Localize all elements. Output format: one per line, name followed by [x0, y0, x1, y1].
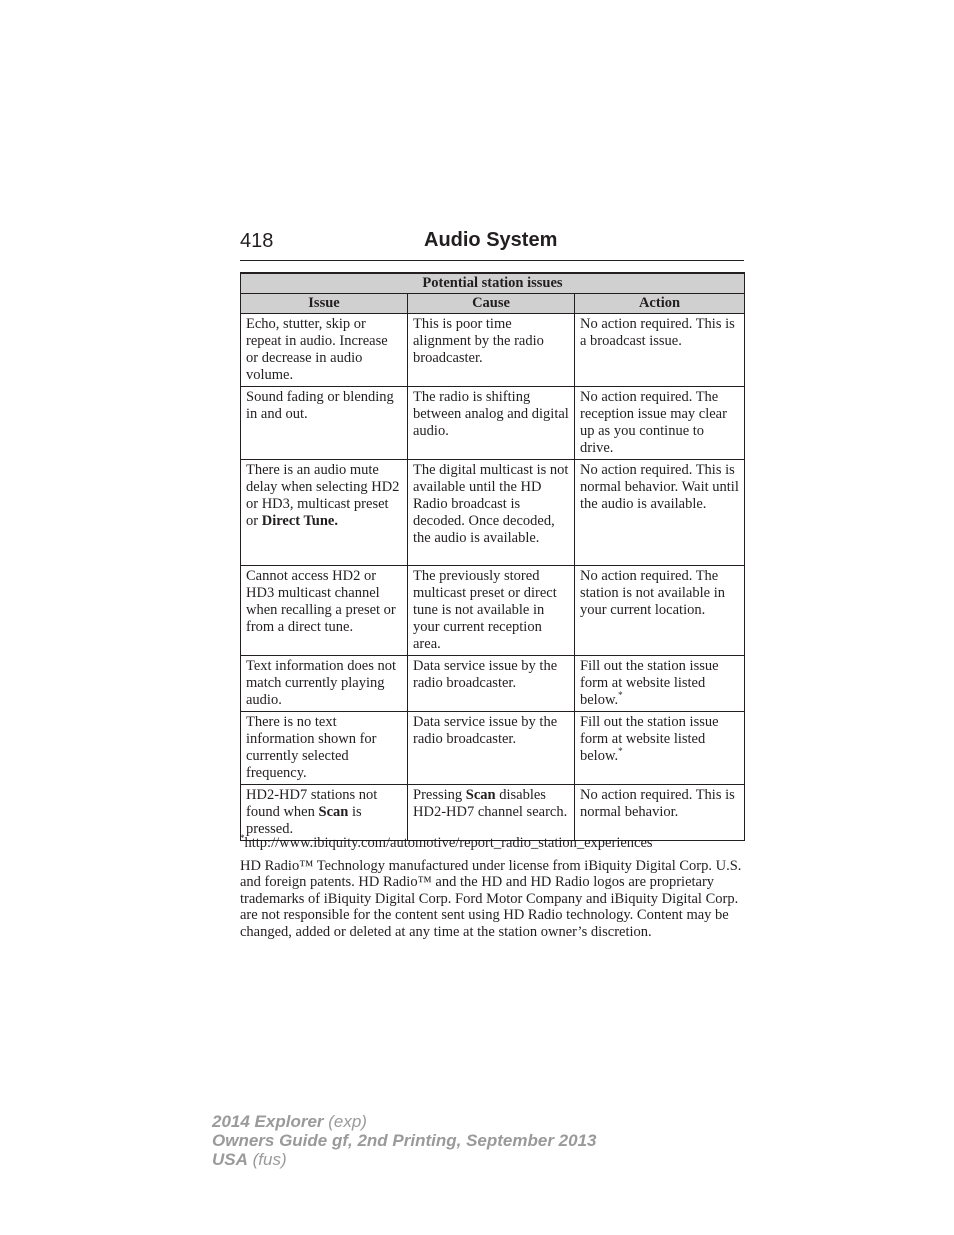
- footer-model-code: (exp): [323, 1112, 367, 1131]
- issue-text: There is an audio mute delay when selecting HD2 or HD3, multicast preset or: [246, 462, 400, 529]
- footnote-mark: *: [240, 833, 245, 844]
- page-number: 418: [240, 230, 274, 252]
- document-footer: [212, 1112, 596, 1169]
- cause-cell: [408, 785, 575, 841]
- footnote-url: http://www.ibiquity.com/automotive/report_radio_station_experiences: [244, 835, 653, 851]
- footer-line-model: [212, 1112, 596, 1131]
- issue-text: HD2-HD7 stations not found when: [246, 787, 378, 820]
- cause-text: Pressing: [413, 787, 466, 803]
- cause-cell: The digital multicast is not available until the HD Radio broadcast is decoded. Once decoded, the audio is available.: [408, 460, 575, 566]
- action-text: Fill out the station issue form at website listed below.: [580, 658, 719, 708]
- cause-cell: Data service issue by the radio broadcaster.: [408, 712, 575, 785]
- issue-cell: There is no text information shown for currently selected frequency.: [241, 712, 408, 785]
- table-row: [241, 656, 745, 712]
- footer-model: 2014 Explorer: [212, 1112, 324, 1131]
- action-cell: No action required. This is a broadcast issue.: [575, 314, 745, 387]
- direct-tune-label: Direct Tune.: [261, 513, 338, 529]
- cause-cell: This is poor time alignment by the radio broadcaster.: [408, 314, 575, 387]
- issue-cell: Cannot access HD2 or HD3 multicast channel when recalling a preset or from a direct tune.: [241, 566, 408, 656]
- table-caption: Potential station issues: [241, 273, 745, 294]
- footer-market: USA: [212, 1150, 248, 1169]
- cause-cell: The radio is shifting between analog and digital audio.: [408, 387, 575, 460]
- trademark-paragraph: HD Radio™ Technology manufactured under license from iBiquity Digital Corp. U.S. and foreign patents. HD Radio™ and the HD and HD Radio logos are proprietary trademarks of iBiquity Digital Corp. Ford Motor Company and iBiquity Digital Corp. are not responsible for the content sent using HD Radio technology. Content may be changed, added or deleted at any time at the station owner’s discretion.: [240, 858, 742, 940]
- table-row: [241, 566, 745, 656]
- issue-cell: Text information does not match currently playing audio.: [241, 656, 408, 712]
- issue-cell: [241, 460, 408, 566]
- table-row: [241, 785, 745, 841]
- action-cell: No action required. This is normal behavior.: [575, 785, 745, 841]
- action-text: Fill out the station issue form at website listed below.: [580, 714, 719, 764]
- footer-market-code: (fus): [247, 1150, 287, 1169]
- action-cell: [575, 712, 745, 785]
- scan-label: Scan: [318, 804, 349, 820]
- table-row: [241, 712, 745, 785]
- footer-line-market: [212, 1150, 596, 1169]
- column-header-action: Action: [575, 294, 745, 314]
- issue-cell: Echo, stutter, skip or repeat in audio. Increase or decrease in audio volume.: [241, 314, 408, 387]
- column-header-issue: Issue: [241, 294, 408, 314]
- cause-cell: The previously stored multicast preset or direct tune is not available in your current reception area.: [408, 566, 575, 656]
- cause-text-end: disables HD2-HD7 channel search.: [413, 787, 568, 820]
- column-header-cause: Cause: [408, 294, 575, 314]
- action-cell: No action required. The reception issue may clear up as you continue to drive.: [575, 387, 745, 460]
- cause-cell: Data service issue by the radio broadcaster.: [408, 656, 575, 712]
- action-cell: [575, 656, 745, 712]
- scan-label: Scan: [465, 787, 496, 803]
- footer-line-guide: [212, 1131, 596, 1150]
- footnote: [240, 835, 750, 852]
- issue-cell: [240, 785, 408, 844]
- table-row: [241, 387, 745, 460]
- table-row: [241, 460, 745, 566]
- footnote-marker: *: [618, 690, 623, 701]
- action-cell: No action required. The station is not available in your current location.: [575, 566, 745, 656]
- footnote-marker: *: [618, 746, 623, 757]
- footer-guide: Owners Guide gf, 2nd Printing, September 2013: [212, 1131, 597, 1150]
- section-title: Audio System: [424, 229, 558, 251]
- issue-cell: Sound fading or blending in and out.: [241, 387, 408, 460]
- issue-text-end: is pressed.: [246, 804, 362, 837]
- action-cell: No action required. This is normal behavior. Wait until the audio is available.: [575, 460, 745, 566]
- page-header: [240, 228, 744, 261]
- table-row: [241, 314, 745, 387]
